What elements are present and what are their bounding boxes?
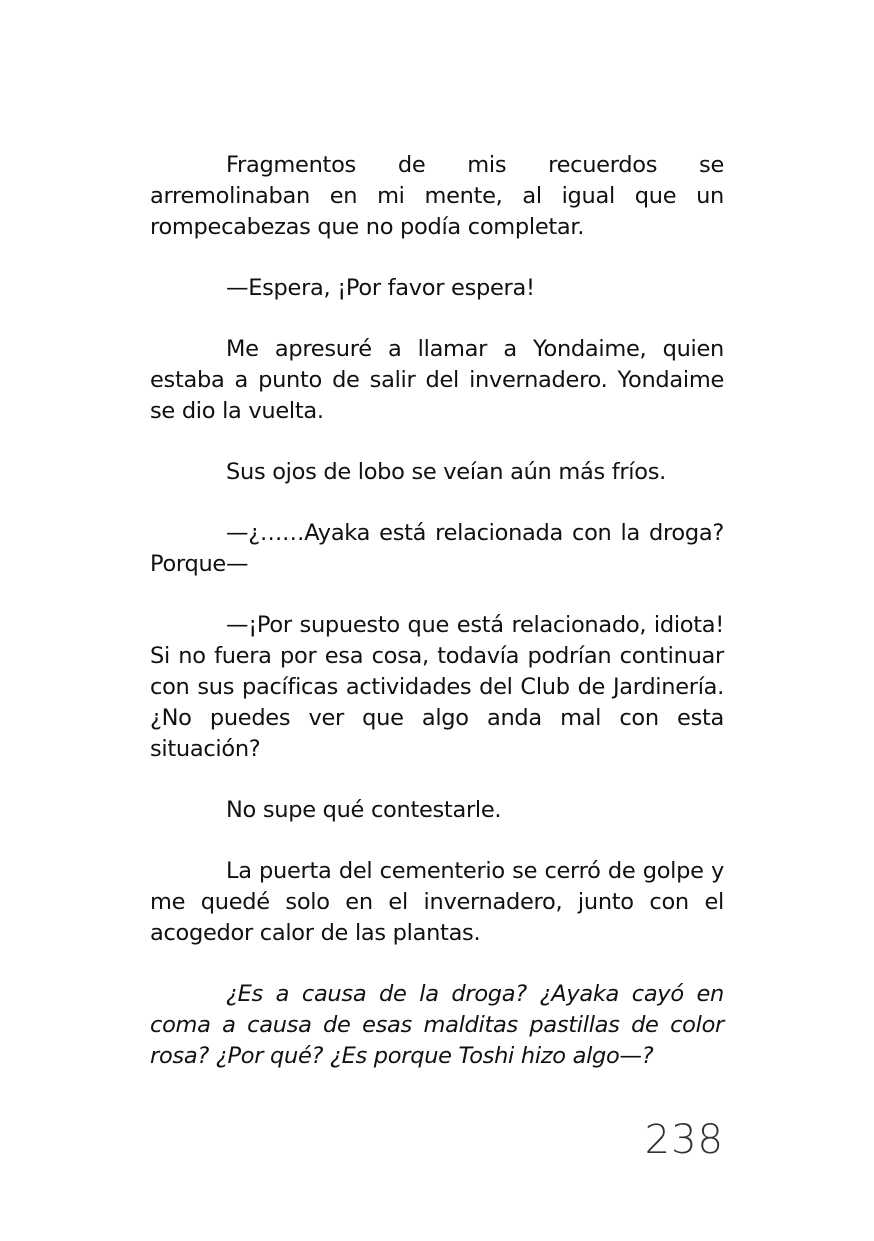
paragraph-5: —¿……Ayaka está relacionada con la droga? Porque— [150, 520, 724, 577]
paragraph-8: La puerta del cementerio se cerró de golpe y me quedé solo en el invernadero, junto con el acogedor calor de las plantas. [150, 858, 724, 946]
paragraph-7: No supe qué contestarle. [226, 797, 502, 823]
paragraph-9-italic: ¿Es a causa de la droga? ¿Ayaka cayó en coma a causa de esas malditas pastillas de color rosa? ¿Por qué? ¿Es porque Toshi hizo algo—? [150, 981, 724, 1069]
page-number: 238 [644, 1117, 724, 1163]
paragraph-4: Sus ojos de lobo se veían aún más fríos. [226, 459, 666, 485]
paragraph-2: —Espera, ¡Por favor espera! [226, 275, 535, 301]
page-body [150, 150, 724, 1102]
paragraph-1: Fragmentos de mis recuerdos se arremolinaban en mi mente, al igual que un rompecabezas que no podía completar. [150, 152, 724, 240]
paragraph-3: Me apresuré a llamar a Yondaime, quien estaba a punto de salir del invernadero. Yondaime se dio la vuelta. [150, 336, 724, 424]
paragraph-6: —¡Por supuesto que está relacionado, idiota! Si no fuera por esa cosa, todavía podrían continuar con sus pacíficas actividades del Club de Jardinería. ¿No puedes ver que algo anda mal con esta situación? [150, 612, 724, 762]
